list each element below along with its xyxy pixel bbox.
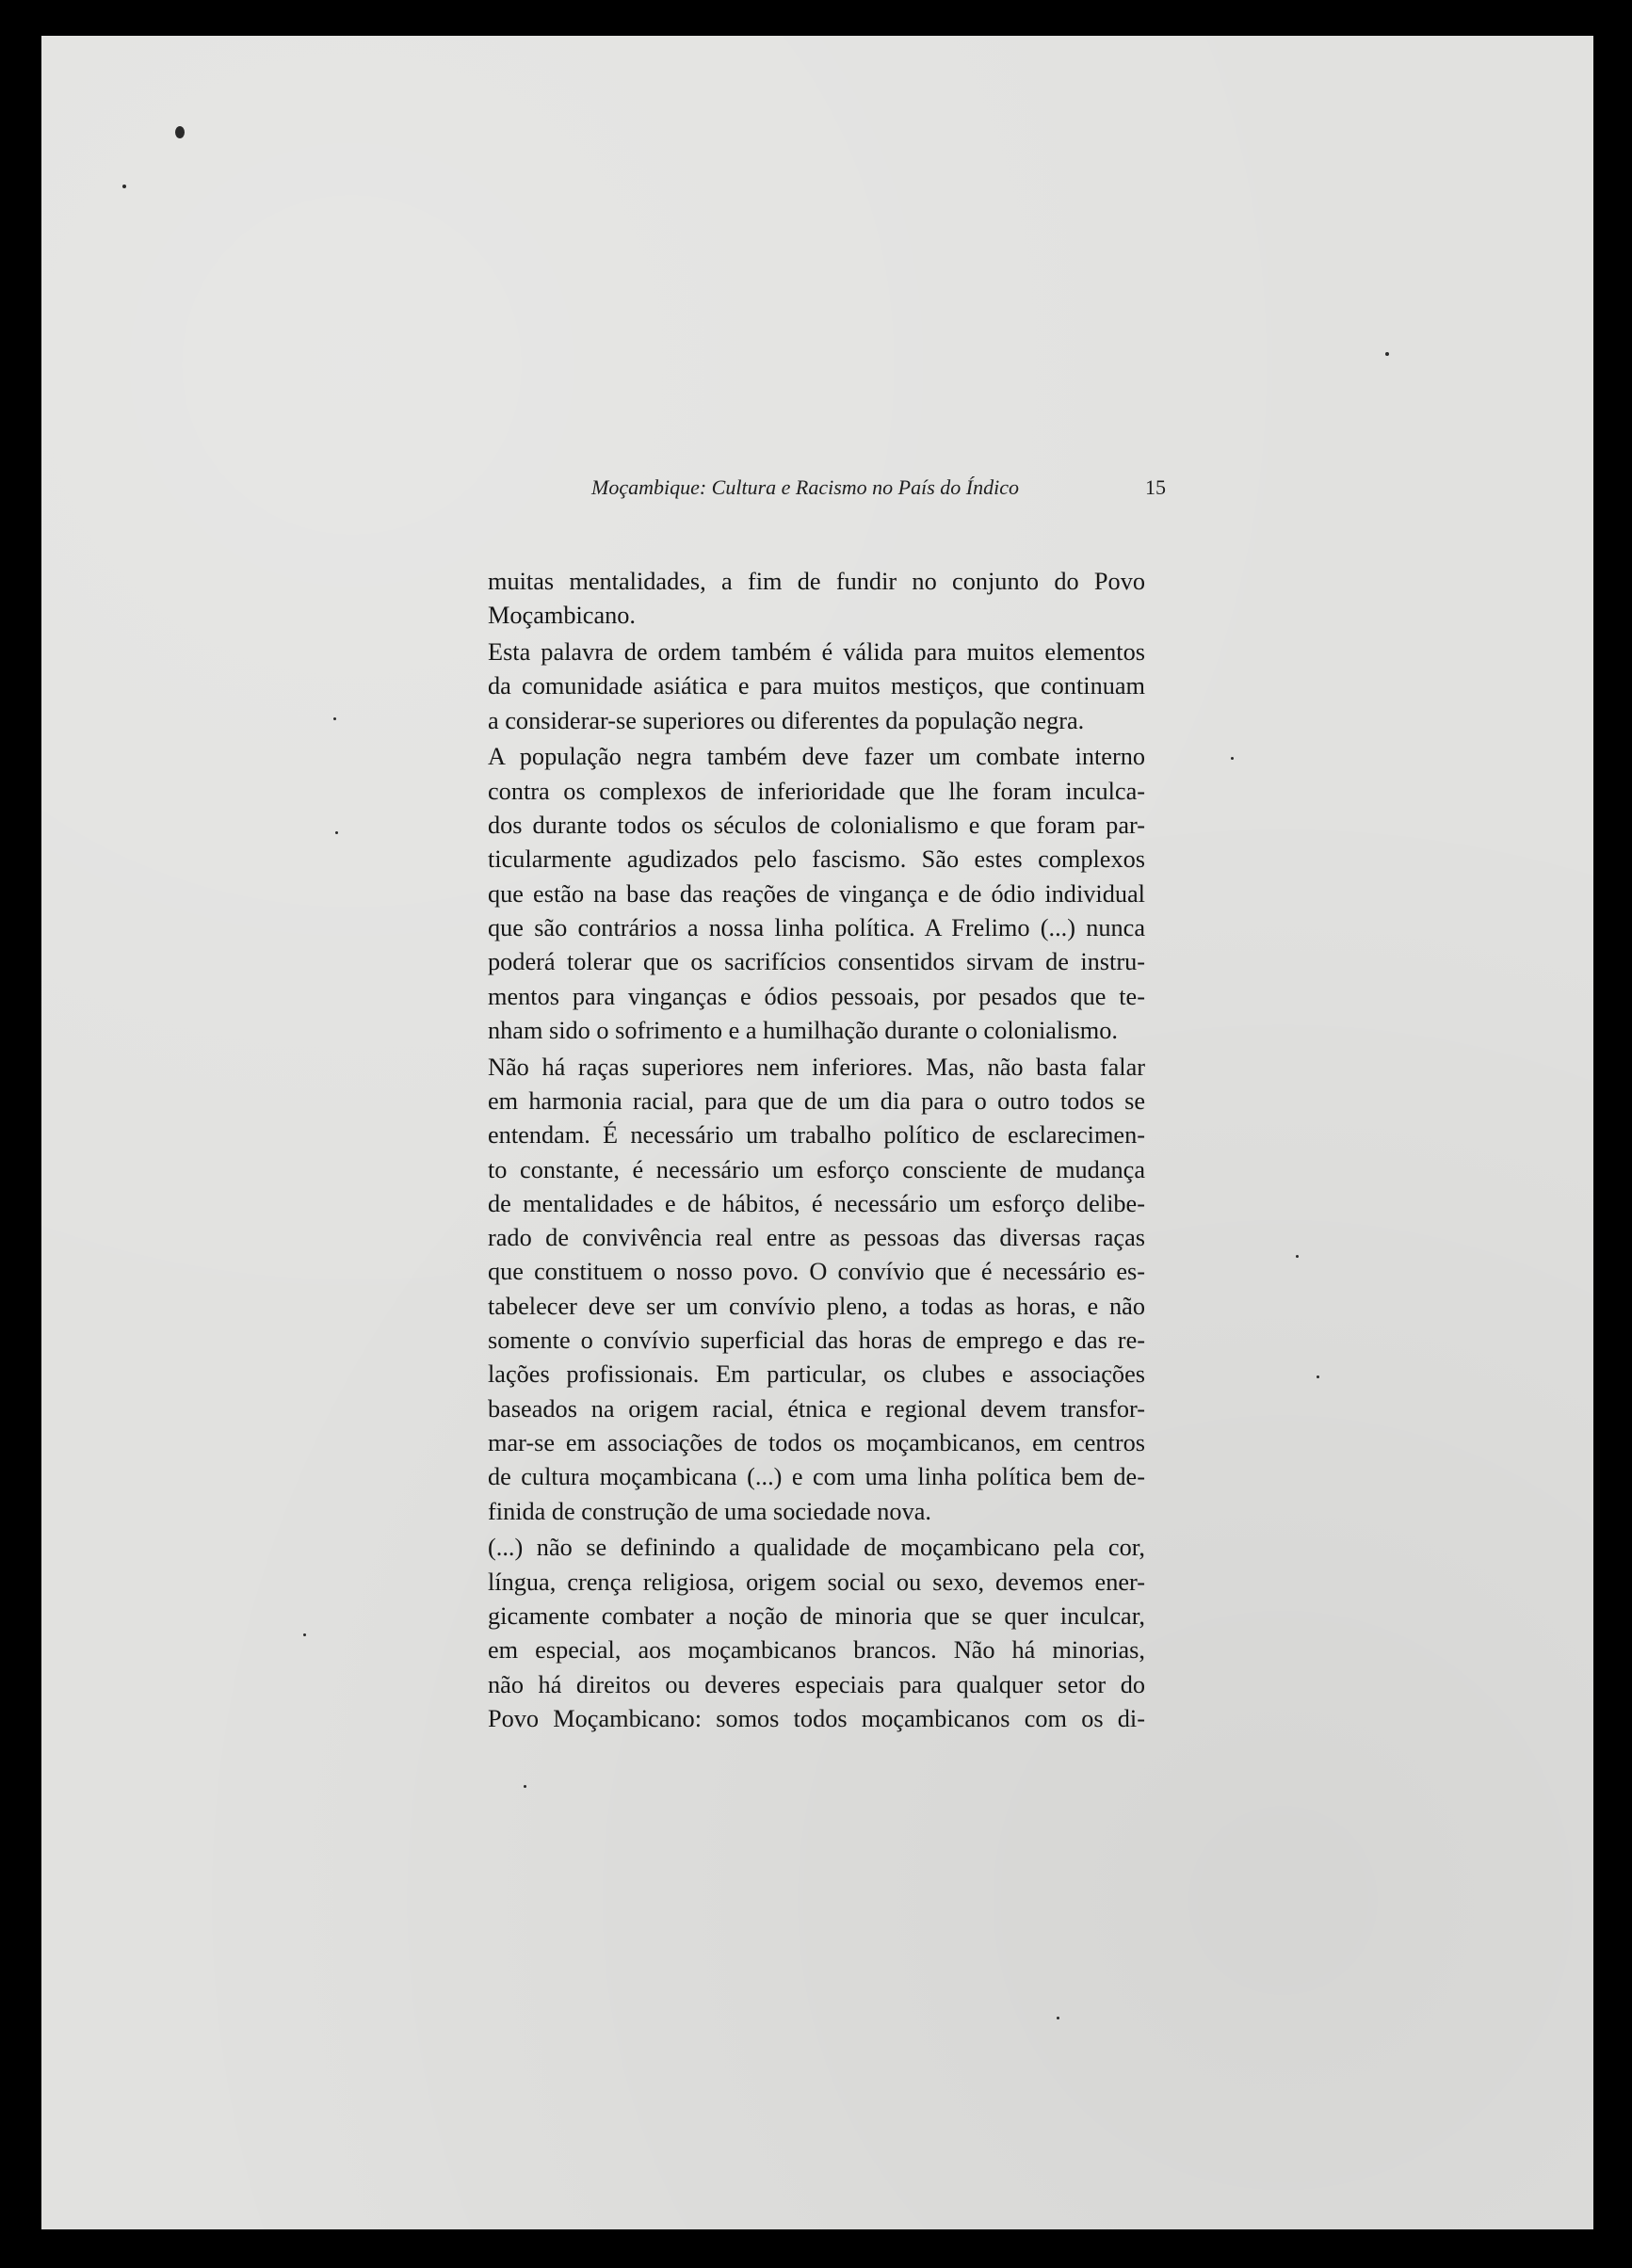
running-title: Moçambique: Cultura e Racismo no País do Índico	[591, 475, 1019, 499]
text-line: Moçambicano.	[488, 602, 636, 630]
ink-speck	[1296, 1255, 1299, 1258]
text-line: que estão na base das reações de vingança e de ódio individual	[488, 879, 1145, 908]
text-line: (...) não se definindo a qualidade de moçambicano pela cor,	[488, 1534, 1145, 1562]
text-line: mentos para vinganças e ódios pessoais, por pesados que te-	[488, 982, 1145, 1010]
text-line: Não há raças superiores nem inferiores. Mas, não basta falar	[488, 1053, 1145, 1081]
ink-speck	[333, 717, 336, 720]
text-line: poderá tolerar que os sacrifícios consentidos sirvam de instru-	[488, 948, 1145, 976]
paragraph-3	[488, 740, 1145, 1048]
text-line: to constante, é necessário um esforço consciente de mudança	[488, 1155, 1145, 1183]
text-line: lações profissionais. Em particular, os clubes e associações	[488, 1360, 1145, 1389]
paragraph-4	[488, 1051, 1145, 1529]
text-line: contra os complexos de inferioridade que lhe foram inculca-	[488, 777, 1145, 805]
text-line: em especial, aos moçambicanos brancos. Não há minorias,	[488, 1636, 1145, 1665]
ink-speck	[1231, 757, 1234, 760]
paragraph-1	[488, 565, 1145, 634]
text-line: Esta palavra de ordem também é válida para muitos elementos	[488, 638, 1145, 667]
text-line: de mentalidades e de hábitos, é necessário um esforço delibe-	[488, 1189, 1145, 1217]
text-line: somente o convívio superficial das horas de emprego e das re-	[488, 1327, 1145, 1355]
text-line: muitas mentalidades, a fim de fundir no conjunto do Povo	[488, 568, 1145, 595]
text-line: entendam. É necessário um trabalho político de esclarecimen-	[488, 1121, 1145, 1150]
text-line: de cultura moçambicana (...) e com uma linha política bem de-	[488, 1463, 1145, 1491]
page-number: 15	[1145, 475, 1166, 499]
text-line: língua, crença religiosa, origem social ou sexo, devemos ener-	[488, 1568, 1145, 1596]
body-text	[488, 565, 1145, 1736]
paragraph-2	[488, 635, 1145, 738]
text-line: gicamente combater a noção de minoria que se quer inculcar,	[488, 1601, 1145, 1630]
text-line: em harmonia racial, para que de um dia para o outro todos se	[488, 1086, 1145, 1115]
text-line: mar-se em associações de todos os moçambicanos, em centros	[488, 1428, 1145, 1456]
text-line: nham sido o sofrimento e a humilhação durante o colonialismo.	[488, 1016, 1118, 1044]
text-line: a considerar-se superiores ou diferentes da população negra.	[488, 706, 1085, 734]
text-line: finida de construção de uma sociedade nova.	[488, 1497, 931, 1525]
text-line: A população negra também deve fazer um combate interno	[488, 743, 1145, 771]
text-line: baseados na origem racial, étnica e regional devem transfor-	[488, 1394, 1145, 1423]
ink-speck	[524, 1785, 526, 1788]
text-line: tabelecer deve ser um convívio pleno, a todas as horas, e não	[488, 1292, 1145, 1320]
ink-speck	[1057, 2017, 1059, 2019]
ink-speck	[175, 126, 185, 138]
text-line: dos durante todos os séculos de colonialismo e que foram par-	[488, 812, 1145, 840]
ink-speck	[1385, 352, 1389, 356]
text-line: que constituem o nosso povo. O convívio que é necessário es-	[488, 1258, 1145, 1286]
ink-speck	[122, 185, 126, 188]
text-line: que são contrários a nossa linha política. A Frelimo (...) nunca	[488, 913, 1145, 941]
paragraph-5	[488, 1531, 1145, 1736]
text-line: Povo Moçambicano: somos todos moçambicanos com os di-	[488, 1704, 1145, 1732]
ink-speck	[335, 831, 338, 834]
text-line: não há direitos ou deveres especiais para qualquer setor do	[488, 1670, 1145, 1698]
text-line: da comunidade asiática e para muitos mestiços, que continuam	[488, 672, 1145, 700]
text-line: rado de convivência real entre as pessoas das diversas raças	[488, 1224, 1145, 1252]
ink-speck	[1317, 1375, 1319, 1378]
text-line: ticularmente agudizados pelo fascismo. São estes complexos	[488, 845, 1145, 874]
ink-speck	[303, 1633, 306, 1636]
